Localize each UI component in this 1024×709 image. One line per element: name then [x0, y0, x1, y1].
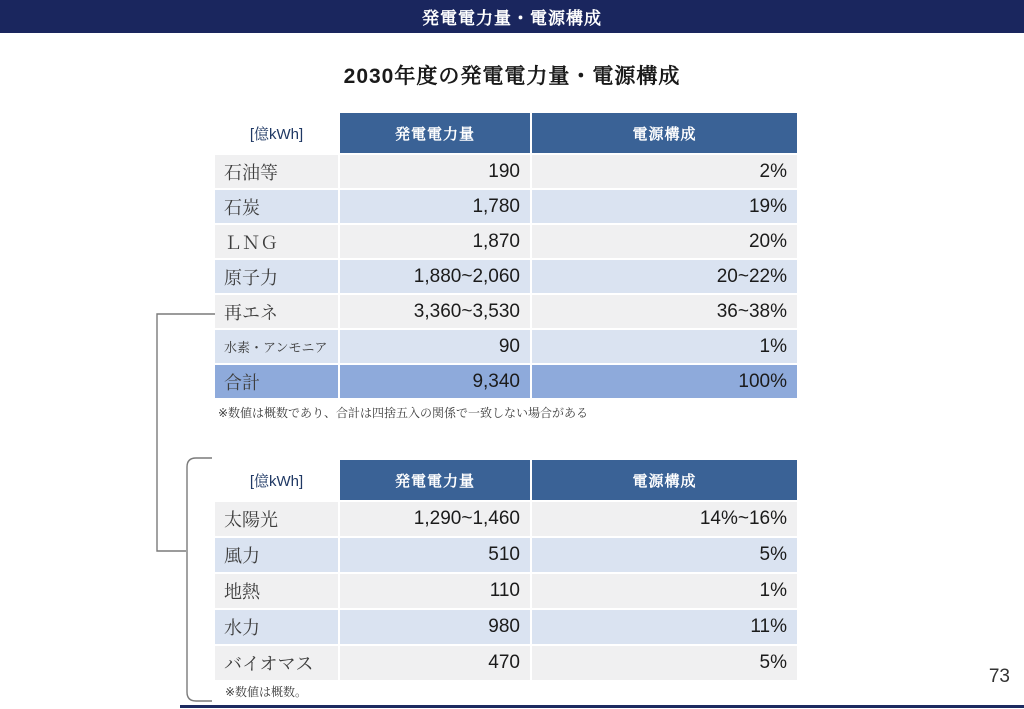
total-row-label: 合計 [215, 365, 338, 398]
share-value: 20% [532, 225, 797, 258]
share-value: 2% [532, 155, 797, 188]
row-label: ＬＮＧ [215, 225, 338, 258]
renewables-breakdown-table [215, 460, 797, 680]
share-value: 19% [532, 190, 797, 223]
column-header-generation: 発電電力量 [340, 460, 530, 500]
unit-label: [億kWh] [215, 460, 338, 500]
generation-mix-table [215, 113, 797, 398]
page-number: 73 [988, 666, 1010, 687]
generation-value: 510 [340, 538, 530, 572]
generation-value: 90 [340, 330, 530, 363]
row-label: 原子力 [215, 260, 338, 293]
generation-value: 110 [340, 574, 530, 608]
share-value: 1% [532, 574, 797, 608]
generation-value: 3,360~3,530 [340, 295, 530, 328]
page-title: 2030年度の発電電力量・電源構成 [343, 65, 681, 88]
breakdown-bracket [187, 458, 212, 701]
share-value: 1% [532, 330, 797, 363]
generation-value: 470 [340, 646, 530, 680]
share-value: 5% [532, 538, 797, 572]
banner-title: 発電電力量・電源構成 [422, 9, 602, 28]
row-label: 地熱 [215, 574, 338, 608]
total-share-value: 100% [532, 365, 797, 398]
row-label: 水力 [215, 610, 338, 644]
renewables-connector-line [157, 314, 215, 551]
row-label: 水素・アンモニア [215, 330, 338, 363]
row-label: 太陽光 [215, 502, 338, 536]
column-header-share: 電源構成 [532, 460, 797, 500]
column-header-share: 電源構成 [532, 113, 797, 153]
share-value: 36~38% [532, 295, 797, 328]
total-generation-value: 9,340 [340, 365, 530, 398]
row-label: 石炭 [215, 190, 338, 223]
slide-header-banner [0, 0, 1024, 33]
share-value: 20~22% [532, 260, 797, 293]
generation-value: 980 [340, 610, 530, 644]
table1-footnote: ※数値は概数であり、合計は四捨五入の関係で一致しない場合がある [218, 406, 589, 420]
generation-value: 1,880~2,060 [340, 260, 530, 293]
column-header-generation: 発電電力量 [340, 113, 530, 153]
generation-value: 1,870 [340, 225, 530, 258]
row-label-renewables: 再エネ [215, 295, 338, 328]
row-label: 風力 [215, 538, 338, 572]
footer-rule [180, 705, 1024, 708]
generation-value: 1,290~1,460 [340, 502, 530, 536]
share-value: 11% [532, 610, 797, 644]
share-value: 5% [532, 646, 797, 680]
unit-label: [億kWh] [215, 113, 338, 153]
generation-value: 1,780 [340, 190, 530, 223]
share-value: 14%~16% [532, 502, 797, 536]
row-label: 石油等 [215, 155, 338, 188]
row-label: バイオマス [215, 646, 338, 680]
generation-value: 190 [340, 155, 530, 188]
table2-footnote: ※数値は概数。 [225, 685, 308, 699]
